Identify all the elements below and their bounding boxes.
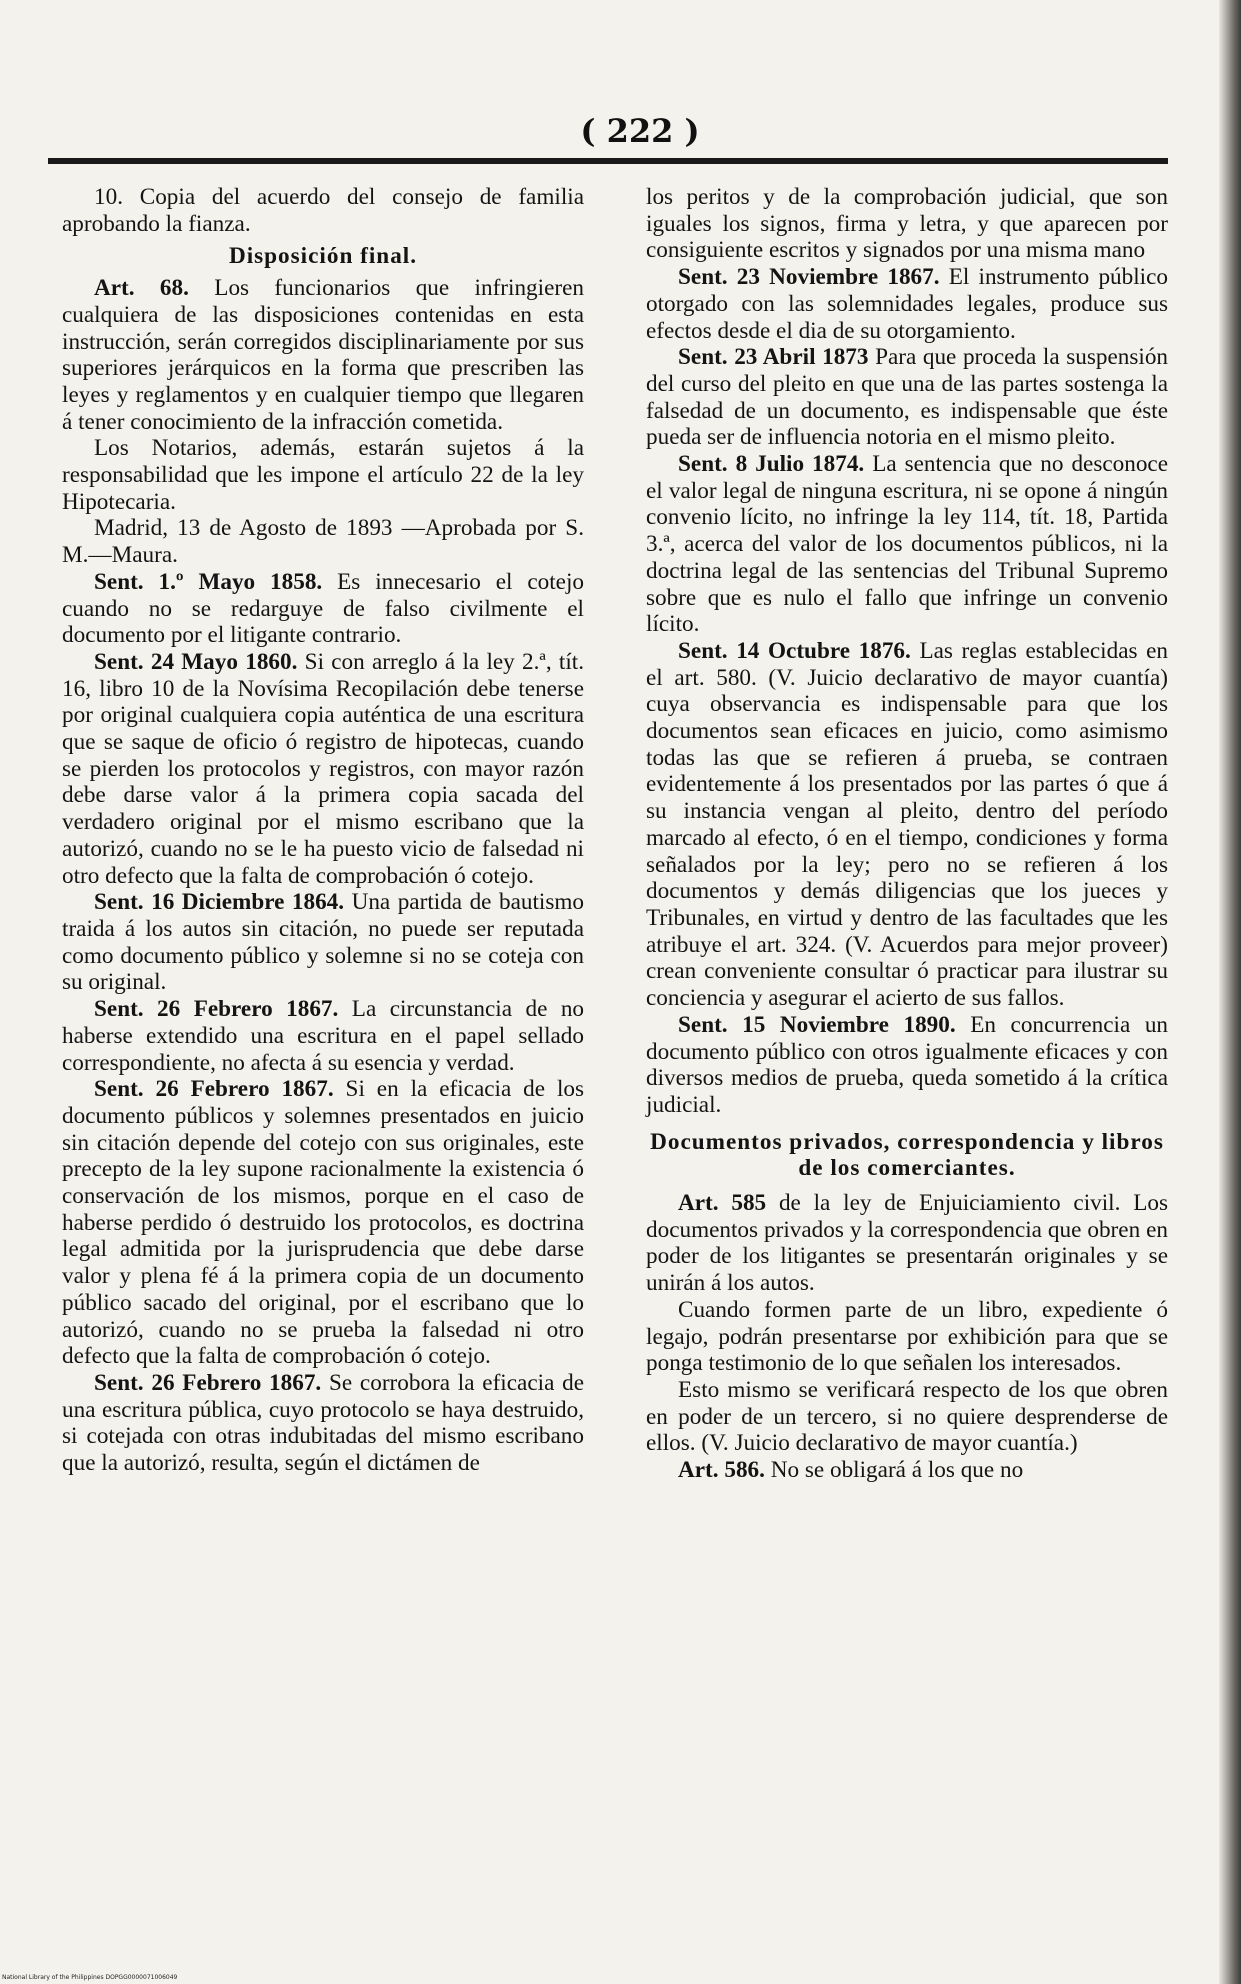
paragraph-text: los peritos y de la comprobación judicial, que son iguales los signos, firma y letra, y que aparecen por consiguiente escritos y signados por una misma mano	[646, 184, 1168, 264]
paragraph	[646, 264, 1168, 344]
paragraph	[62, 1370, 584, 1477]
paragraph-text: Madrid, 13 de Agosto de 1893 —Aprobada por S. M.—Maura.	[62, 515, 584, 569]
paragraph	[646, 451, 1168, 638]
paragraph-lead: Sent. 8 Julio 1874.	[678, 451, 865, 478]
paragraph-text: Los Notarios, además, estarán sujetos á la responsabilidad que les impone el artículo 22 de la ley Hipotecaria.	[62, 435, 584, 515]
paragraph-lead: Sent. 23 Noviembre 1867.	[678, 264, 940, 291]
section-heading: Documentos privados, correspondencia y libros de los comerciantes.	[650, 1128, 1164, 1182]
paragraph	[646, 1377, 1168, 1457]
paragraph	[62, 275, 584, 435]
paragraph	[646, 1190, 1168, 1297]
paragraph-lead: Art. 585	[678, 1190, 767, 1217]
paragraph-text: El instrumento público otorgado con las solemnidades legales, produce sus efectos desde el dia de su otorgamiento.	[646, 264, 1168, 344]
paragraph	[62, 889, 584, 996]
paragraph	[646, 344, 1168, 451]
paragraph-text: Las reglas establecidas en el art. 580. (V. Juicio declarativo de mayor cuantía) cuya observancia es indispensable para que los documentos sean eficaces en juicio, como asimismo todas las que se refieren á prueba, se contraen evidentemente á los presentados por las partes ó que á su instancia vengan al pleito, dentro del período marcado al efecto, ó en el tiempo, condiciones y forma señalados por la ley; pero no se refieren á los documentos y demás diligencias que los jueces y Tribunales, en virtud y dentro de las facultades que les atribuye el art. 324. (V. Acuerdos para mejor proveer) crean conveniente consultar ó practicar para ilustrar su conciencia y asegurar el acierto de sus fallos.	[646, 637, 1169, 1012]
header-rule	[48, 158, 1168, 164]
paragraph-text: de la ley de Enjuiciamiento civil. Los documentos privados y la correspondencia que obren en poder de los litigantes se presentarán originales y se unirán á los autos.	[646, 1190, 1168, 1297]
paragraph-text: Si con arreglo á la ley 2.ª, tít. 16, libro 10 de la Novísima Recopilación debe tenerse por original cualquiera copia auténtica de una escritura que se saque de oficio ó registro de hipotecas, cuando se pierden los protocolos y registros, con mayor razón debe darse valor á la primera copia sacada del verdadero original por el mismo escribano que la autorizó, cuando no se le ha puesto vicio de falsedad ni otro defecto que la falta de comprobación ó cotejo.	[62, 648, 584, 889]
paragraph-lead: Art. 586.	[678, 1457, 765, 1484]
paragraph-text: En concurrencia un documento público con otros igualmente eficaces y con diversos medios de prueba, queda sometido á la crítica judicial.	[646, 1011, 1169, 1118]
paragraph	[62, 515, 584, 568]
paragraph-text: 10. Copia del acuerdo del consejo de familia aprobando la fianza.	[62, 184, 584, 237]
paragraph-text: Es innecesario el cotejo cuando no se redarguye de falso civilmente el documento por el litigante contrario.	[62, 568, 584, 649]
paragraph-text: Una partida de bautismo traida á los autos sin citación, no puede ser reputada como documento público y solemne si no se coteja con su original.	[62, 889, 584, 996]
paragraph-lead: Sent. 23 Abril 1873	[678, 344, 869, 371]
paragraph-text: Los funcionarios que infringieren cualquiera de las disposiciones contenidas en esta instrucción, serán corregidos disciplinariamente por sus superiores jerárquicos en la forma que prescriben las leyes y reglamentos y en cualquier tiempo que llegaren á tener conocimiento de la infracción cometida.	[62, 275, 584, 435]
paragraph-text: Cuando formen parte de un libro, expediente ó legajo, podrán presentarse por exhibición para que se ponga testimonio de lo que señalen los interesados.	[646, 1296, 1168, 1377]
paragraph-text: Se corrobora la eficacia de una escritura pública, cuyo protocolo se haya destruido, si cotejada con otras indubitadas del mismo escribano que la autorizó, resulta, según el dictámen de	[62, 1369, 585, 1477]
paragraph-lead: Sent. 26 Febrero 1867.	[94, 996, 339, 1023]
paragraph-lead: Sent. 15 Noviembre 1890.	[678, 1011, 956, 1038]
paragraph	[62, 1076, 584, 1370]
paragraph	[62, 569, 584, 649]
page-number: ( 222 )	[580, 112, 700, 150]
paragraph	[646, 1457, 1168, 1484]
paragraph	[646, 1297, 1168, 1377]
paragraph	[62, 649, 584, 889]
paragraph	[62, 996, 584, 1076]
paragraph-text: No se obligará á los que no	[770, 1457, 1024, 1484]
scan-footer: National Library of the Philippines DOPGG0000071006049	[2, 1974, 178, 1981]
left-column	[62, 184, 584, 1477]
paragraph	[646, 184, 1168, 264]
paragraph	[646, 638, 1168, 1012]
right-column	[646, 184, 1168, 1484]
paragraph-lead: Sent. 16 Diciembre 1864.	[94, 889, 345, 916]
paragraph	[646, 1012, 1168, 1119]
paragraph-lead: Sent. 1.º Mayo 1858.	[94, 568, 323, 595]
section-heading: Disposición final.	[228, 243, 418, 270]
paragraph-lead: Sent. 24 Mayo 1860.	[94, 648, 298, 675]
paragraph-text: La circunstancia de no haberse extendido una escritura en el papel sellado correspondiente, no afecta á su esencia y verdad.	[62, 996, 585, 1076]
paragraph-lead: Sent. 26 Febrero 1867.	[94, 1369, 322, 1396]
paragraph-text: Esto mismo se verificará respecto de los que obren en poder de un tercero, si no quiere desprenderse de ellos. (V. Juicio declarativo de mayor cuantía.)	[646, 1376, 1168, 1457]
paragraph	[62, 184, 584, 237]
paragraph-text: Para que proceda la suspensión del curso del pleito en que una de las partes sostenga la falsedad de un documento, es indispensable que éste pueda ser de influencia notoria en el mismo pleito.	[646, 344, 1169, 451]
paragraph-text: Si en la eficacia de los documento públicos y solemnes presentados en juicio sin citación depende del cotejo con sus originales, este precepto de la ley supone racionalmente la existencia ó conservación de los mismos, porque en el caso de haberse perdido ó destruido los protocolos, es doctrina legal admitida por la jurisprudencia que debe darse valor y plena fé á la primera copia de un documento público sacado del original, por el escribano que lo autorizó, cuando no se prueba la falsedad ni otro defecto que la falta de comprobación ó cotejo.	[62, 1076, 585, 1370]
paragraph-lead: Art. 68.	[94, 275, 189, 302]
paragraph-text: La sentencia que no desconoce el valor legal de ninguna escritura, ni se opone á ningún convenio lícito, no infringe la ley 114, tít. 18, Partida 3.ª, acerca del valor de los documentos públicos, ni la doctrina legal de las sentencias del Tribunal Supremo sobre que es nulo el fallo que infringe un convenio lícito.	[646, 451, 1169, 638]
paragraph-lead: Sent. 26 Febrero 1867.	[94, 1076, 334, 1103]
paragraph	[62, 435, 584, 515]
paragraph-lead: Sent. 14 Octubre 1876.	[678, 637, 911, 664]
page-edge-shadow	[1219, 0, 1241, 1984]
